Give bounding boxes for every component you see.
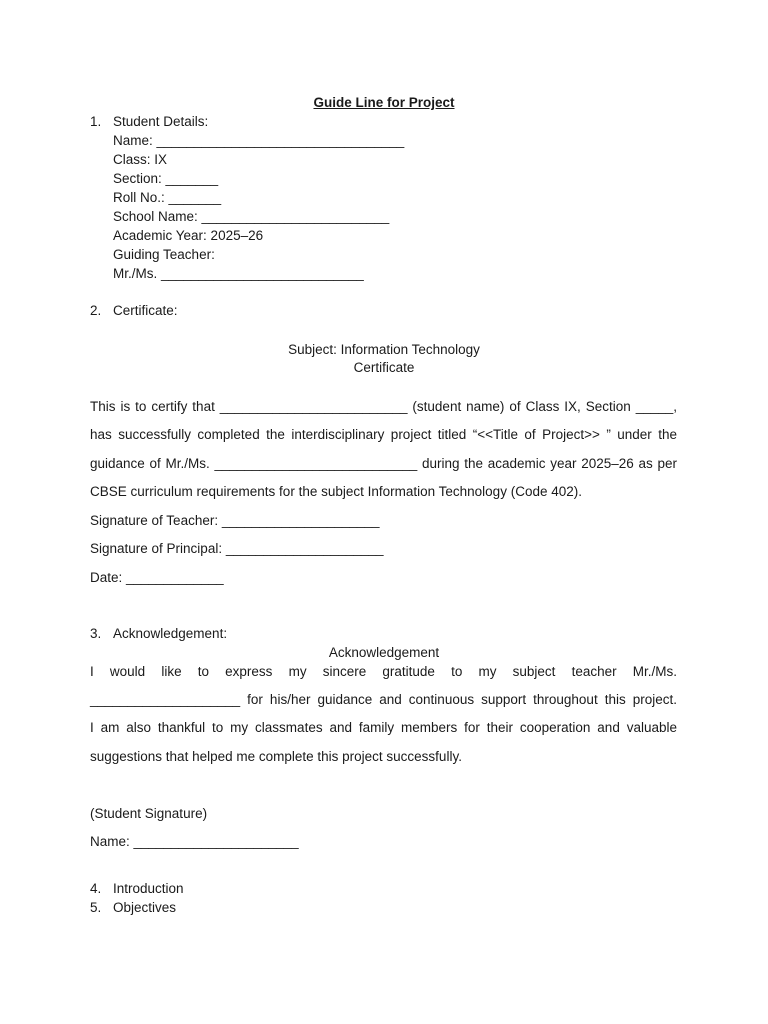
section-2-number: 2. [90,303,102,318]
student-name-field: Name: _________________________________ [113,133,405,148]
certificate-paragraph-line-3: guidance of Mr./Ms. ___________________________ during the academic year 2025–26 as per [90,456,677,471]
section-1-number: 1. [90,114,102,129]
section-5-heading: Objectives [113,900,177,915]
certificate-title: Certificate [353,360,415,375]
acknowledgement-paragraph-line-4: suggestions that helped me complete this project successfully. [90,749,462,764]
roll-no-field: Roll No.: _______ [113,190,222,205]
class-field: Class: IX [113,152,168,167]
teacher-name-field: Mr./Ms. ___________________________ [113,266,364,281]
acknowledgement-title: Acknowledgement [328,645,440,660]
teacher-signature-field: Signature of Teacher: _____________________ [90,513,380,528]
student-name-signature-field: Name: ______________________ [90,834,299,849]
date-field: Date: _____________ [90,570,224,585]
acknowledgement-paragraph-line-1: I would like to express my sincere gratitude to my subject teacher Mr./Ms. [90,664,677,679]
section-1-heading: Student Details: [113,114,209,129]
section-4-number: 4. [90,881,102,896]
school-name-field: School Name: _________________________ [113,209,390,224]
certificate-paragraph-line-2: has successfully completed the interdisciplinary project titled “<<Title of Project>> ” under the [90,427,677,442]
certificate-subject: Subject: Information Technology [288,342,480,357]
certificate-paragraph-line-1: This is to certify that _________________________ (student name) of Class IX, Section _____, [90,399,677,414]
section-3-heading: Acknowledgement: [113,626,228,641]
guiding-teacher-label: Guiding Teacher: [113,247,215,262]
section-2-heading: Certificate: [113,303,178,318]
section-field: Section: _______ [113,171,219,186]
section-4-heading: Introduction [113,881,184,896]
academic-year-field: Academic Year: 2025–26 [113,228,264,243]
page-title: Guide Line for Project [313,95,455,110]
principal-signature-field: Signature of Principal: _____________________ [90,541,384,556]
section-5-number: 5. [90,900,102,915]
acknowledgement-paragraph-line-2: ____________________ for his/her guidance and continuous support throughout this project. [90,692,677,707]
acknowledgement-paragraph-line-3: I am also thankful to my classmates and family members for their cooperation and valuable [90,720,677,735]
certificate-paragraph-line-4: CBSE curriculum requirements for the subject Information Technology (Code 402). [90,484,582,499]
student-signature-label: (Student Signature) [90,806,208,821]
section-3-number: 3. [90,626,102,641]
